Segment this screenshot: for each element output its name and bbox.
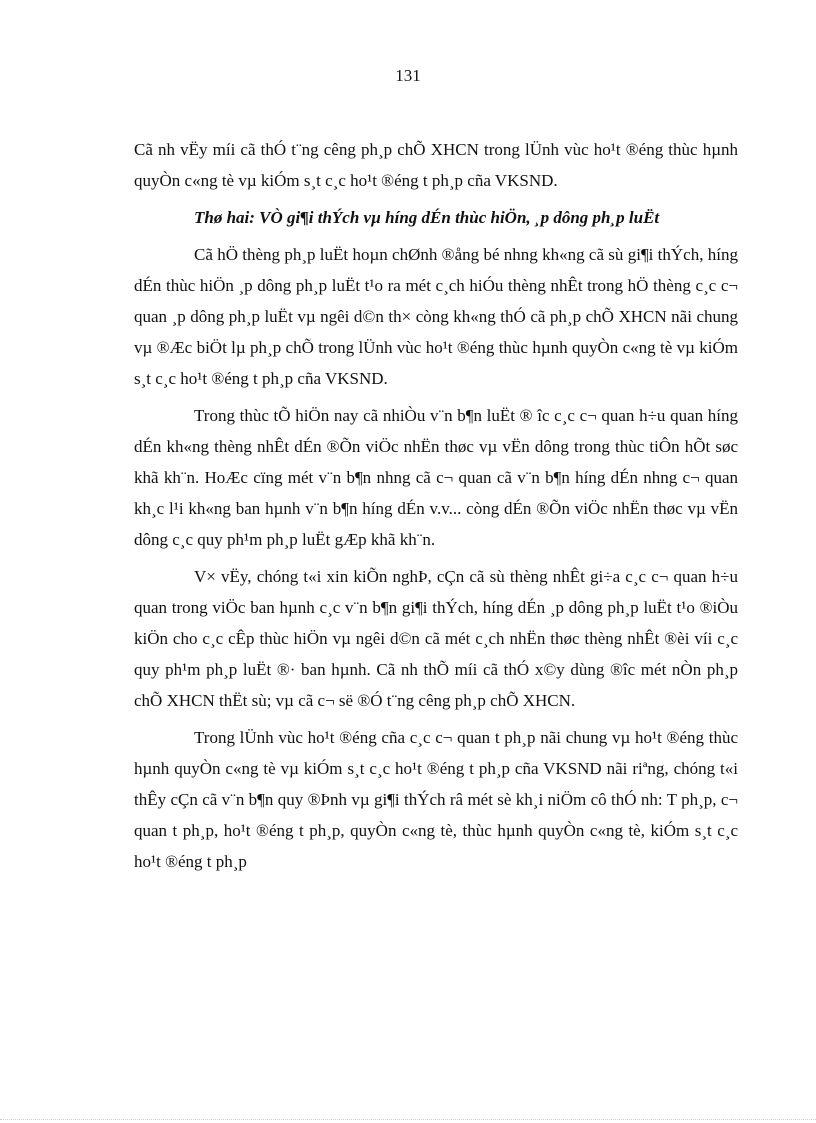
document-body [134, 134, 738, 883]
paragraph-1: Cã nh vËy míi cã thÓ t¨ng cêng ph¸p chÕ XHCN trong lÜnh vùc ho¹t ®éng thùc hµnh quyÒn c«ng tè vµ kiÓm s¸t c¸c ho¹t ®éng t ph¸p cña VKSND. [134, 140, 738, 190]
paragraph-4: V× vËy, chóng t«i xin kiÕn nghÞ, cÇn cã sù thèng nhÊt gi÷a c¸c c¬ quan h÷u quan trong viÖc ban hµnh c¸c v¨n b¶n gi¶i thÝch, híng dÉn ¸p dông ph¸p luËt t¹o ®iÒu kiÖn cho c¸c cÊp thùc hiÖn vµ ngêi d©n cã mét c¸ch nhËn thøc thèng nhÊt ®èi víi c¸c quy ph¹m ph¸p luËt ®· ban hµnh. Cã nh thÕ míi cã thÓ x©y dùng ®îc mét nÒn ph¸p chÕ XHCN thËt sù; vµ cã c¬ së ®Ó t¨ng cêng ph¸p chÕ XHCN. [134, 567, 738, 710]
paragraph-3: Trong thùc tÕ hiÖn nay cã nhiÒu v¨n b¶n luËt ® îc c¸c c¬ quan h÷u quan híng dÉn kh«ng thèng nhÊt dÉn ®Õn viÖc nhËn thøc vµ vËn dông trong thùc tiÔn hÕt søc khã kh¨n. HoÆc cïng mét v¨n b¶n nhng cã c¬ quan cã v¨n b¶n híng dÉn nhng c¬ quan kh¸c l¹i kh«ng ban hµnh v¨n b¶n híng dÉn v.v... còng dÉn ®Õn viÖc nhËn thøc vµ vËn dông c¸c quy ph¹m ph¸p luËt gÆp khã kh¨n. [134, 406, 738, 549]
paragraph-5: Trong lÜnh vùc ho¹t ®éng cña c¸c c¬ quan t ph¸p nãi chung vµ ho¹t ®éng thùc hµnh quyÒn c«ng tè vµ kiÓm s¸t c¸c ho¹t ®éng t ph¸p cña VKSND nãi riªng, chóng t«i thÊy cÇn cã v¨n b¶n quy ®Þnh vµ gi¶i thÝch râ mét sè kh¸i niÖm cô thÓ nh: T ph¸p, c¬ quan t ph¸p, ho¹t ®éng t ph¸p, quyÒn c«ng tè, thùc hµnh quyÒn c«ng tè, kiÓm s¸t c¸c ho¹t ®éng t ph¸p [134, 728, 738, 871]
page-number: 131 [395, 66, 421, 85]
paragraph-2: Cã hÖ thèng ph¸p luËt hoµn chØnh ®ång bé nhng kh«ng cã sù gi¶i thÝch, híng dÉn thùc hiÖn ¸p dông ph¸p luËt t¹o ra mét c¸ch hiÓu thèng nhÊt trong hÖ thèng c¸c c¬ quan ¸p dông ph¸p luËt vµ ngêi d©n th× còng kh«ng thÓ cã ph¸p chÕ XHCN nãi chung vµ ®Æc biÖt lµ ph¸p chÕ trong lÜnh vùc ho¹t ®éng thùc hµnh quyÒn c«ng tè vµ kiÓm s¸t c¸c ho¹t ®éng t ph¸p cña VKSND. [134, 245, 738, 388]
page-bottom-divider [0, 1119, 816, 1120]
section-heading: Thø hai: VÒ gi¶i thÝch vµ híng dÉn thùc hiÖn, ¸p dông ph¸p luËt [194, 208, 660, 227]
